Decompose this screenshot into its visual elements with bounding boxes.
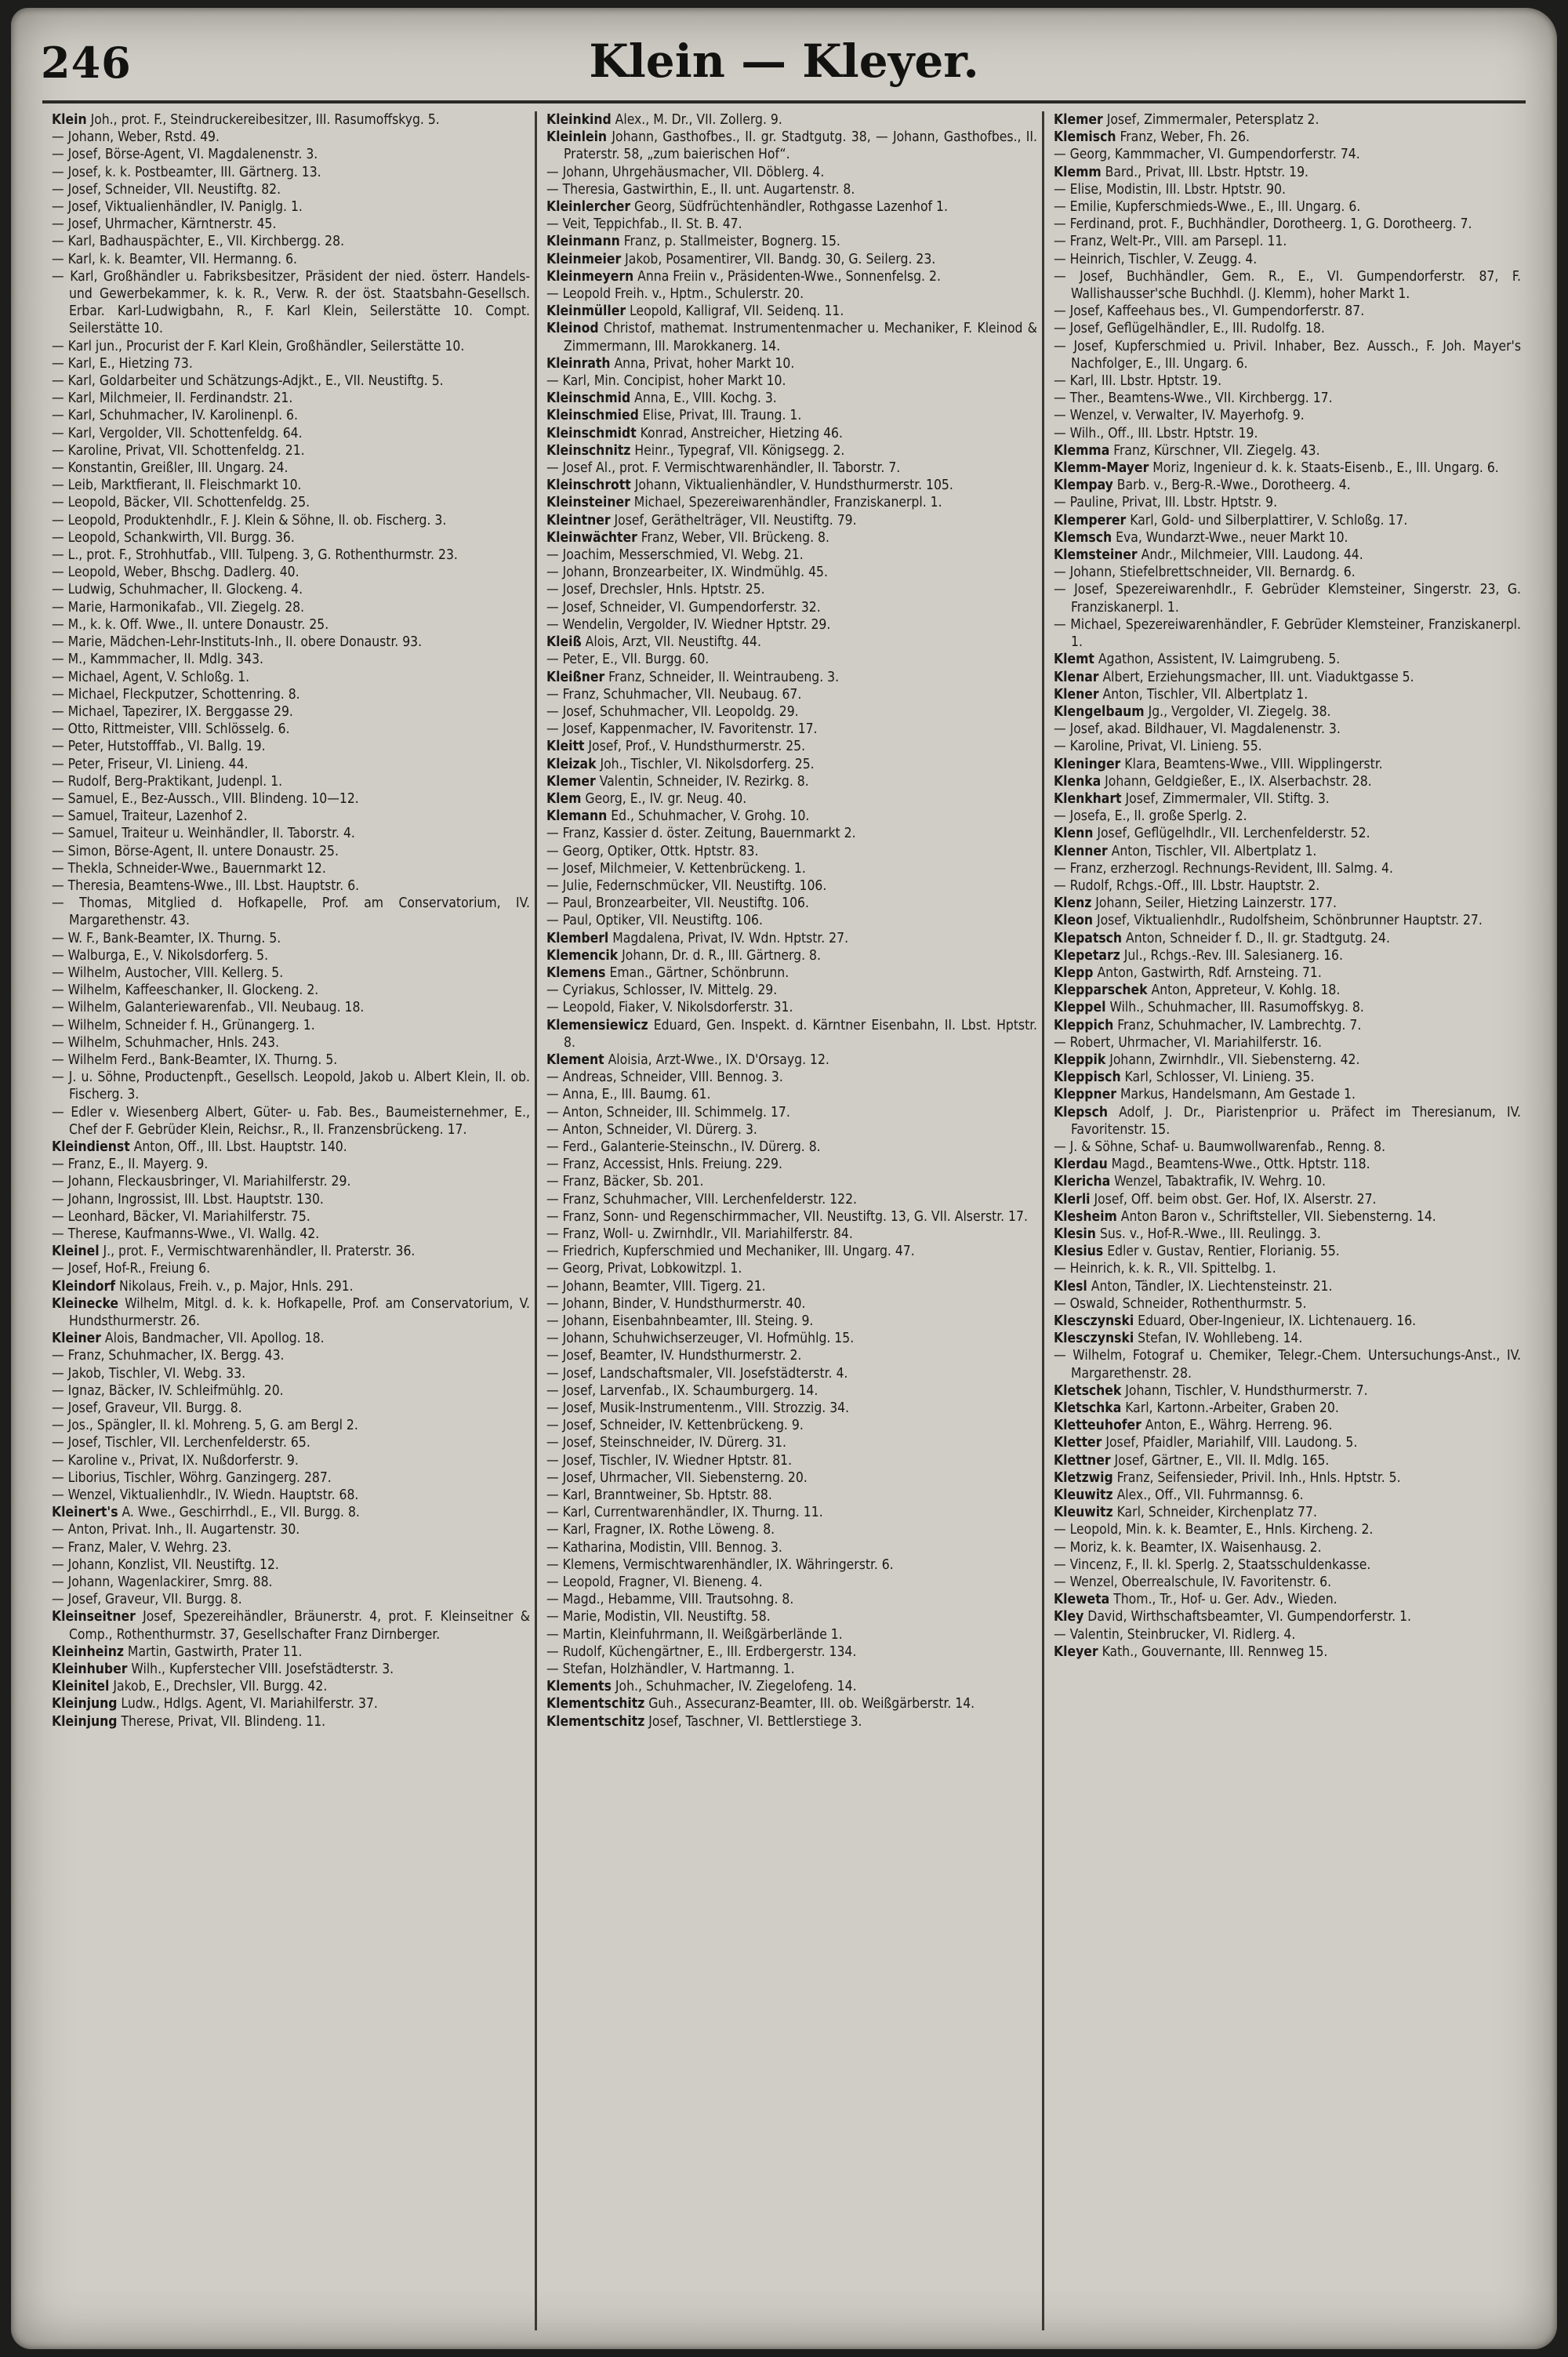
column-2 xyxy=(535,111,1044,2330)
directory-entry: — Johann, Ingrossist, III. Lbst. Hauptstr. 130. xyxy=(52,1191,324,1208)
directory-entry: — Franz, Schuhmacher, VIII. Lerchenfelderstr. 122. xyxy=(546,1191,858,1208)
directory-entry: Kleinel J., prot. F., Vermischtwarenhändler, II. Praterstr. 36. xyxy=(52,1244,416,1260)
directory-entry: Klements Joh., Schuhmacher, IV. Ziegelofeng. 14. xyxy=(546,1679,857,1695)
directory-entry: — Leib, Marktfierant, II. Fleischmarkt 10. xyxy=(52,478,302,494)
directory-entry: Kleindienst Anton, Off., III. Lbst. Hauptstr. 140. xyxy=(52,1139,347,1155)
directory-entry: — Josef, Schneider, VII. Neustiftg. 82. xyxy=(52,181,281,198)
directory-entry: — Josef, Tischler, VII. Lerchenfelderstr. 65. xyxy=(52,1435,310,1451)
directory-entry: — Michael, Agent, V. Schloßg. 1. xyxy=(52,669,250,685)
directory-entry: — Elise, Modistin, III. Lbstr. Hptstr. 90. xyxy=(1054,181,1286,198)
directory-entry: Kletteuhofer Anton, E., Währg. Herreng. 96. xyxy=(1054,1418,1333,1434)
directory-entry: — Franz, Maler, V. Wehrg. 23. xyxy=(52,1539,232,1556)
directory-entry: — Leopold Freih. v., Hptm., Schulerstr. 20. xyxy=(546,286,804,303)
columns xyxy=(42,111,1526,2330)
directory-entry: — Theresia, Beamtens-Wwe., III. Lbst. Hauptstr. 6. xyxy=(52,877,360,894)
directory-entry: Klerli Josef, Off. beim obst. Ger. Hof, IX. Alserstr. 27. xyxy=(1054,1191,1377,1208)
directory-entry: — Wenzel, Viktualienhdlr., IV. Wiedn. Hauptstr. 68. xyxy=(52,1487,359,1504)
directory-entry: — Karoline, Privat, VII. Schottenfeldg. 21. xyxy=(52,442,305,459)
directory-entry: — Franz, Bäcker, Sb. 201. xyxy=(546,1174,704,1190)
directory-entry: — Josef, Hof-R., Freiung 6. xyxy=(52,1261,211,1277)
directory-entry: — M., Kammmacher, II. Mdlg. 343. xyxy=(52,652,264,668)
directory-entry: Klepetarz Jul., Rchgs.-Rev. III. Salesianerg. 16. xyxy=(1054,947,1343,964)
directory-entry: — Oswald, Schneider, Rothenthurmstr. 5. xyxy=(1054,1295,1307,1312)
directory-entry: — Josef, Milchmeier, V. Kettenbrückeng. 1. xyxy=(546,860,806,877)
directory-entry: — Josef, Drechsler, Hnls. Hptstr. 25. xyxy=(546,582,765,598)
directory-entry: — Franz, Welt-Pr., VIII. am Parsepl. 11. xyxy=(1054,234,1287,250)
directory-entry: — Franz, Schuhmacher, VII. Neubaug. 67. xyxy=(546,686,802,703)
directory-entry: — Walburga, E., V. Nikolsdorferg. 5. xyxy=(52,947,269,964)
directory-entry: Klemisch Franz, Weber, Fh. 26. xyxy=(1054,129,1250,146)
directory-entry: Klenner Anton, Tischler, VII. Albertplatz 1. xyxy=(1054,843,1317,859)
directory-entry: Klemens Eman., Gärtner, Schönbrunn. xyxy=(546,964,789,981)
directory-entry: Klesius Edler v. Gustav, Rentier, Florianig. 55. xyxy=(1054,1244,1340,1260)
directory-entry: Klementschitz Guh., Assecuranz-Beamter, III. ob. Weißgärberstr. 14. xyxy=(546,1696,975,1712)
directory-entry: — Franz, Accessist, Hnls. Freiung. 229. xyxy=(546,1157,782,1173)
directory-entry: — Karl, Großhändler u. Fabriksbesitzer, Präsident der nied. österr. Handels- und Gewerbekammer, k. k. R., Verw. R. der öst. Staatsbahn-Gesellsch. Erbar. Karl-Ludwigbahn, R., F. Karl Klein, Seilerstätte 10. Compt. Seilerstätte 10. xyxy=(52,268,530,337)
directory-entry: — Josef, Schuhmacher, VII. Leopoldg. 29. xyxy=(546,703,799,720)
directory-entry: Klesin Sus. v., Hof-R.-Wwe., III. Reulingg. 3. xyxy=(1054,1226,1321,1242)
directory-entry: Klesl Anton, Tändler, IX. Liechtensteinstr. 21. xyxy=(1054,1278,1333,1295)
directory-entry: Kleinsteiner Michael, Spezereiwarenhändler, Franziskanerpl. 1. xyxy=(546,495,942,511)
directory-entry: Klenka Johann, Geldgießer, E., IX. Alserbachstr. 28. xyxy=(1054,773,1372,790)
directory-entry: — Martin, Kleinfuhrmann, II. Weißgärberlände 1. xyxy=(546,1626,843,1643)
directory-entry: — Peter, Friseur, VI. Linieng. 44. xyxy=(52,756,249,772)
directory-entry: — Anna, E., III. Baumg. 61. xyxy=(546,1087,711,1103)
directory-entry: Kleinlein Johann, Gasthofbes., II. gr. Stadtgutg. 38, — Johann, Gasthofbes., II. Praterstr. 58, „zum baierischen Hof“. xyxy=(546,129,1037,163)
directory-entry: Kleinecke Wilhelm, Mitgl. d. k. k. Hofkapelle, Prof. am Conservatorium, V. Hundsthurmerstr. 26. xyxy=(52,1295,530,1330)
directory-entry: Klenn Josef, Geflügelhdlr., VII. Lerchenfelderstr. 52. xyxy=(1054,826,1370,842)
column-3 xyxy=(1044,111,1526,2330)
directory-entry: — Valentin, Steinbrucker, VI. Ridlerg. 4. xyxy=(1054,1626,1296,1643)
directory-entry: — Josef, Larvenfab., IX. Schaumburgerg. 14. xyxy=(546,1382,818,1399)
directory-entry: — Julie, Federnschmücker, VII. Neustiftg. 106. xyxy=(546,877,827,894)
directory-entry: — Georg, Privat, Lobkowitzpl. 1. xyxy=(546,1261,742,1277)
directory-entry: Klementschitz Josef, Taschner, VI. Bettlerstiege 3. xyxy=(546,1713,862,1730)
directory-entry: — Edler v. Wiesenberg Albert, Güter- u. Fab. Bes., Baumeisternehmer, E., Chef der F. Gebrüder Klein, Reichsr., R., II. Franzensbrückeng. 17. xyxy=(52,1104,530,1138)
directory-entry: Kleinmeyern Anna Freiin v., Präsidenten-Wwe., Sonnenfelsg. 2. xyxy=(546,268,941,285)
directory-entry: — Franz, Sonn- und Regenschirmmacher, VII. Neustiftg. 13, G. VII. Alserstr. 17. xyxy=(546,1208,1028,1225)
directory-entry: — Rudolf, Küchengärtner, E., III. Erdbergerstr. 134. xyxy=(546,1643,857,1660)
directory-entry: — Marie, Harmonikafab., VII. Ziegelg. 28. xyxy=(52,599,305,616)
directory-entry: — Emilie, Kupferschmieds-Wwe., E., III. Ungarg. 6. xyxy=(1054,199,1361,216)
directory-entry: — Josef, Schneider, VI. Gumpendorferstr. 32. xyxy=(546,599,821,616)
directory-entry: — Liborius, Tischler, Wöhrg. Ganzingerg. 287. xyxy=(52,1469,332,1486)
directory-entry: Kleppich Franz, Schuhmacher, IV. Lambrechtg. 7. xyxy=(1054,1017,1362,1033)
directory-entry: — Johann, Schuhwichserzeuger, VI. Hofmühlg. 15. xyxy=(546,1331,855,1347)
directory-entry: Klemsch Eva, Wundarzt-Wwe., neuer Markt 10. xyxy=(1054,529,1348,546)
directory-entry: Kletter Josef, Pfaidler, Mariahilf, VIII. Laudong. 5. xyxy=(1054,1435,1358,1451)
directory-entry: Klesczynski Eduard, Ober-Ingenieur, IX. Lichtenauerg. 16. xyxy=(1054,1313,1417,1330)
directory-entry: Kleinmann Franz, p. Stallmeister, Bognerg. 15. xyxy=(546,234,840,250)
directory-entry: — Wilhelm, Schuhmacher, Hnls. 243. xyxy=(52,1034,280,1051)
directory-entry: Kleyer Kath., Gouvernante, III. Rennweg 15. xyxy=(1054,1643,1328,1660)
directory-entry: Klem Georg, E., IV. gr. Neug. 40. xyxy=(546,790,747,807)
directory-entry: — Karl, Min. Concipist, hoher Markt 10. xyxy=(546,373,786,390)
directory-entry: Klemencik Johann, Dr. d. R., III. Gärtnerg. 8. xyxy=(546,947,821,964)
directory-entry: — Marie, Mädchen-Lehr-Instituts-Inh., II. obere Donaustr. 93. xyxy=(52,634,423,651)
directory-entry: Kleintner Josef, Geräthelträger, VII. Neustiftg. 79. xyxy=(546,512,857,528)
directory-entry: Klemm-Mayer Moriz, Ingenieur d. k. k. Staats-Eisenb., E., III. Ungarg. 6. xyxy=(1054,460,1499,477)
directory-entry: — Ferdinand, prot. F., Buchhändler, Dorotheerg. 1, G. Dorotheerg. 7. xyxy=(1054,216,1472,233)
directory-entry: — Josef, Spezereiwarenhdlr., F. Gebrüder Klemsteiner, Singerstr. 23, G. Franziskanerpl. 1. xyxy=(1054,582,1521,616)
directory-entry: — Paul, Optiker, VII. Neustiftg. 106. xyxy=(546,913,763,929)
directory-entry: — Franz, Woll- u. Zwirnhdlr., VII. Mariahilferstr. 84. xyxy=(546,1226,853,1242)
directory-entry: — Leopold, Weber, Bhschg. Dadlerg. 40. xyxy=(52,565,299,581)
directory-entry: Klemer Valentin, Schneider, IV. Rezirkg. 8. xyxy=(546,773,809,790)
directory-entry: — Wilhelm, Galanteriewarenfab., VII. Neubaug. 18. xyxy=(52,1000,365,1016)
directory-entry: Kleinert's A. Wwe., Geschirrhdl., E., VII. Burgg. 8. xyxy=(52,1505,360,1521)
directory-entry: — Josef, Graveur, VII. Burgg. 8. xyxy=(52,1592,242,1608)
directory-entry: — Karl, III. Lbstr. Hptstr. 19. xyxy=(1054,373,1222,390)
directory-entry: — Karl, Schuhmacher, IV. Karolinenpl. 6. xyxy=(52,408,298,424)
directory-entry: — Franz, erzherzogl. Rechnungs-Revident, III. Salmg. 4. xyxy=(1054,860,1393,877)
directory-entry: — Josef, Viktualienhändler, IV. Paniglg. 1. xyxy=(52,199,303,216)
directory-entry: — Wilhelm, Fotograf u. Chemiker, Telegr.-Chem. Untersuchungs-Anst., IV. Margarethenstr. 28. xyxy=(1054,1348,1521,1382)
directory-entry: Kleuwitz Karl, Schneider, Kirchenplatz 77. xyxy=(1054,1505,1317,1521)
directory-entry: Kleiner Alois, Bandmacher, VII. Apollog. 18. xyxy=(52,1331,325,1347)
directory-entry: — Johann, Binder, V. Hundsthurmerstr. 40. xyxy=(546,1295,806,1312)
directory-entry: — Therese, Kaufmanns-Wwe., VI. Wallg. 42. xyxy=(52,1226,320,1242)
column-1 xyxy=(42,111,535,2330)
directory-entry: — Jakob, Tischler, VI. Webg. 33. xyxy=(52,1365,246,1382)
directory-entry: Klemann Ed., Schuhmacher, V. Grohg. 10. xyxy=(546,808,810,825)
directory-entry: — Karl, Fragner, IX. Rothe Löweng. 8. xyxy=(546,1522,775,1538)
directory-entry: — Karoline v., Privat, IX. Nußdorferstr. 9. xyxy=(52,1452,299,1469)
directory-entry: — Josef, Kappenmacher, IV. Favoritenstr. 17. xyxy=(546,721,818,738)
directory-entry: — Wendelin, Vergolder, IV. Wiedner Hptstr. 29. xyxy=(546,616,831,633)
directory-entry: — Josef, Buchhändler, Gem. R., E., VI. Gumpendorferstr. 87, F. Wallishausser'sche Buchhdl. (J. Klemm), hoher Markt 1. xyxy=(1054,268,1521,303)
directory-entry: Klein Joh., prot. F., Steindruckereibesitzer, III. Rasumoffskyg. 5. xyxy=(52,112,440,128)
directory-entry: Kleppel Wilh., Schuhmacher, III. Rasumoffskyg. 8. xyxy=(1054,1000,1364,1016)
directory-entry: — Georg, Kammmacher, VI. Gumpendorferstr. 74. xyxy=(1054,147,1360,163)
directory-entry: — Josef, Kaffeehaus bes., VI. Gumpendorferstr. 87. xyxy=(1054,303,1365,320)
directory-entry: — Peter, E., VII. Burgg. 60. xyxy=(546,652,710,668)
directory-entry: Kleinschmied Elise, Privat, III. Traung. 1. xyxy=(546,408,802,424)
directory-entry: Kleinjung Therese, Privat, VII. Blindeng. 11. xyxy=(52,1713,326,1730)
directory-entry: — Karl jun., Procurist der F. Karl Klein, Großhändler, Seilerstätte 10. xyxy=(52,338,465,354)
directory-entry: — Karl, Milchmeier, II. Ferdinandstr. 21. xyxy=(52,390,293,407)
directory-entry: — Vincenz, F., II. kl. Sperlg. 2, Staatsschuldenkasse. xyxy=(1054,1556,1371,1573)
directory-entry: Kleuwitz Alex., Off., VII. Fuhrmannsg. 6. xyxy=(1054,1487,1304,1504)
directory-entry: Kletschka Karl, Kartonn.-Arbeiter, Graben 20. xyxy=(1054,1400,1339,1417)
directory-entry: — Jos., Spängler, II. kl. Mohreng. 5, G. am Bergl 2. xyxy=(52,1418,358,1434)
directory-entry: Klemensiewicz Eduard, Gen. Inspekt. d. Kärntner Eisenbahn, II. Lbst. Hptstr. 8. xyxy=(546,1017,1037,1051)
directory-entry: Klepsch Adolf, J. Dr., Piaristenprior u. Präfect im Theresianum, IV. Favoritenstr. 15. xyxy=(1054,1104,1521,1138)
directory-entry: — Samuel, E., Bez-Aussch., VIII. Blindeng. 10—12. xyxy=(52,790,359,807)
directory-entry: — Wilhelm, Kaffeeschanker, II. Glockeng. 2. xyxy=(52,982,319,999)
directory-entry: Klemma Franz, Kürschner, VII. Ziegelg. 43. xyxy=(1054,442,1320,459)
directory-entry: Klepatsch Anton, Schneider f. D., II. gr. Stadtgutg. 24. xyxy=(1054,930,1390,946)
directory-page xyxy=(11,8,1557,2349)
directory-entry: Kley David, Wirthschaftsbeamter, VI. Gumpendorferstr. 1. xyxy=(1054,1609,1412,1625)
directory-entry: Kleppner Markus, Handelsmann, Am Gestade 1. xyxy=(1054,1087,1356,1103)
directory-entry: — Marie, Modistin, VII. Neustiftg. 58. xyxy=(546,1609,771,1625)
directory-entry: — Michael, Spezereiwarenhändler, F. Gebrüder Klemsteiner, Franziskanerpl. 1. xyxy=(1054,616,1521,651)
directory-entry: — Leopold, Bäcker, VII. Schottenfeldg. 25. xyxy=(52,495,310,511)
directory-entry: — Rudolf, Berg-Praktikant, Judenpl. 1. xyxy=(52,773,283,790)
directory-entry: — Joachim, Messerschmied, VI. Webg. 21. xyxy=(546,547,804,564)
directory-entry: — W. F., Bank-Beamter, IX. Thurng. 5. xyxy=(52,930,281,946)
directory-entry: — Johann, Weber, Rstd. 49. xyxy=(52,129,220,146)
directory-entry: Kleninger Klara, Beamtens-Wwe., VIII. Wipplingerstr. xyxy=(1054,756,1383,772)
directory-entry: Klempay Barb. v., Berg-R.-Wwe., Dorotheerg. 4. xyxy=(1054,478,1351,494)
directory-entry: — Georg, Optiker, Ottk. Hptstr. 83. xyxy=(546,843,759,859)
directory-entry: — Josef, Kupferschmied u. Privil. Inhaber, Bez. Aussch., F. Joh. Mayer's Nachfolger, E., III. Ungarg. 6. xyxy=(1054,338,1521,372)
directory-entry: Kletzwig Franz, Seifensieder, Privil. Inh., Hnls. Hptstr. 5. xyxy=(1054,1469,1401,1486)
directory-entry: — Josef, Börse-Agent, VI. Magdalenenstr. 3. xyxy=(52,147,318,163)
directory-entry: — Wenzel, v. Verwalter, IV. Mayerhofg. 9. xyxy=(1054,408,1305,424)
directory-entry: — Wilh., Off., III. Lbstr. Hptstr. 19. xyxy=(1054,425,1258,441)
directory-entry: — Veit, Teppichfab., II. St. B. 47. xyxy=(546,216,742,233)
directory-entry: — Karl, k. k. Beamter, VII. Hermanng. 6. xyxy=(52,251,298,267)
directory-entry: — Peter, Hutstofffab., VI. Ballg. 19. xyxy=(52,739,266,755)
directory-entry: Kletschek Johann, Tischler, V. Hundsthurmerstr. 7. xyxy=(1054,1382,1368,1399)
directory-entry: — Anton, Privat. Inh., II. Augartenstr. 30. xyxy=(52,1522,300,1538)
directory-entry: — Paul, Bronzearbeiter, VII. Neustiftg. 106. xyxy=(546,895,809,912)
directory-entry: Kleindorf Nikolaus, Freih. v., p. Major, Hnls. 291. xyxy=(52,1278,354,1295)
directory-entry: Klerdau Magd., Beamtens-Wwe., Ottk. Hptstr. 118. xyxy=(1054,1157,1370,1173)
directory-entry: Klepparschek Anton, Appreteur, V. Kohlg. 18. xyxy=(1054,982,1341,999)
directory-entry: Klesczynski Stefan, IV. Wohllebeng. 14. xyxy=(1054,1331,1303,1347)
directory-entry: — Karl, Goldarbeiter und Schätzungs-Adjkt., E., VII. Neustiftg. 5. xyxy=(52,373,444,390)
directory-entry: — Magd., Hebamme, VIII. Trautsohng. 8. xyxy=(546,1592,794,1608)
directory-entry: — Karl, Currentwarenhändler, IX. Thurng. 11. xyxy=(546,1505,823,1521)
directory-entry: — Stefan, Holzhändler, V. Hartmanng. 1. xyxy=(546,1662,795,1678)
directory-entry: — Wilhelm, Schneider f. H., Grünangerg. 1. xyxy=(52,1017,315,1033)
directory-entry: — Josef, Graveur, VII. Burgg. 8. xyxy=(52,1400,242,1417)
directory-entry: — Rudolf, Rchgs.-Off., III. Lbstr. Hauptstr. 2. xyxy=(1054,877,1320,894)
directory-entry: — Leopold, Fragner, VI. Bieneng. 4. xyxy=(546,1574,763,1591)
directory-entry: — Karl, Badhauspächter, E., VII. Kirchbergg. 28. xyxy=(52,234,345,250)
directory-entry: — Thomas, Mitglied d. Hofkapelle, Prof. am Conservatorium, IV. Margarethenstr. 43. xyxy=(52,895,530,929)
directory-entry: Klengelbaum Jg., Vergolder, VI. Ziegelg. 38. xyxy=(1054,703,1331,720)
directory-entry: — L., prot. F., Strohhutfab., VIII. Tulpeng. 3, G. Rothenthurmstr. 23. xyxy=(52,547,458,564)
directory-entry: Kleinmeier Jakob, Posamentirer, VII. Bandg. 30, G. Seilerg. 23. xyxy=(546,251,936,267)
directory-entry: — Karl, Vergolder, VII. Schottenfeldg. 64. xyxy=(52,425,303,441)
directory-entry: — Ludwig, Schuhmacher, II. Glockeng. 4. xyxy=(52,582,303,598)
directory-entry: Kleinmüller Leopold, Kalligraf, VII. Seidenq. 11. xyxy=(546,303,844,320)
directory-entry: — Theresia, Gastwirthin, E., II. unt. Augartenstr. 8. xyxy=(546,181,855,198)
directory-entry: — Karl, E., Hietzing 73. xyxy=(52,355,193,372)
directory-entry: — Leonhard, Bäcker, VI. Mariahilferstr. 75. xyxy=(52,1208,310,1225)
directory-entry: Kleißner Franz, Schneider, II. Weintraubeng. 3. xyxy=(546,669,840,685)
directory-entry: Klemer Josef, Zimmermaler, Petersplatz 2. xyxy=(1054,112,1319,128)
directory-entry: — Leopold, Fiaker, V. Nikolsdorferstr. 31. xyxy=(546,1000,793,1016)
directory-entry: Klemt Agathon, Assistent, IV. Laimgrubeng. 5. xyxy=(1054,652,1341,668)
directory-entry: Klericha Wenzel, Tabaktrafik, IV. Wehrg. 10. xyxy=(1054,1174,1326,1190)
directory-entry: Kleinschmidt Konrad, Anstreicher, Hietzing 46. xyxy=(546,425,843,441)
directory-entry: — Moriz, k. k. Beamter, IX. Waisenhausg. 2. xyxy=(1054,1539,1322,1556)
directory-entry: — Anton, Schneider, VI. Dürerg. 3. xyxy=(546,1121,757,1138)
directory-entry: — Wenzel, Oberrealschule, IV. Favoritenstr. 6. xyxy=(1054,1574,1332,1591)
directory-entry: — Heinrich, Tischler, V. Zeugg. 4. xyxy=(1054,251,1258,267)
directory-entry: Kleinwächter Franz, Weber, VII. Brückeng. 8. xyxy=(546,529,829,546)
directory-entry: — Josef Al., prot. F. Vermischtwarenhändler, II. Taborstr. 7. xyxy=(546,460,901,477)
directory-entry: — J. u. Söhne, Productenpft., Gesellsch. Leopold, Jakob u. Albert Klein, II. ob. Fischerg. 3. xyxy=(52,1070,530,1103)
directory-entry: Kleizak Joh., Tischler, VI. Nikolsdorferg. 25. xyxy=(546,756,815,772)
directory-entry: Kleinlercher Georg, Südfrüchtenhändler, Rothgasse Lazenhof 1. xyxy=(546,199,948,216)
directory-entry: — Michael, Tapezirer, IX. Berggasse 29. xyxy=(52,703,293,720)
directory-entry: — Josef, Uhrmacher, VII. Siebensterng. 20. xyxy=(546,1469,808,1486)
directory-entry: Klesheim Anton Baron v., Schriftsteller, VII. Siebensterng. 14. xyxy=(1054,1208,1436,1225)
directory-entry: Kleinrath Anna, Privat, hoher Markt 10. xyxy=(546,355,795,372)
directory-entry: Kleinkind Alex., M. Dr., VII. Zollerg. 9. xyxy=(546,112,782,128)
directory-entry: — Johann, Wagenlackirer, Smrg. 88. xyxy=(52,1574,273,1591)
directory-entry: — Josefa, E., II. große Sperlg. 2. xyxy=(1054,808,1247,825)
directory-entry: — Simon, Börse-Agent, II. untere Donaustr. 25. xyxy=(52,843,339,859)
directory-entry: — Johann, Eisenbahnbeamter, III. Steing. 9. xyxy=(546,1313,814,1330)
directory-entry: — Josef, Musik-Instrumentenm., VIII. Strozzig. 34. xyxy=(546,1400,850,1417)
directory-entry: Klenkhart Josef, Zimmermaler, VII. Stiftg. 3. xyxy=(1054,790,1330,807)
directory-entry: Kleinjung Ludw., Hdlgs. Agent, VI. Mariahilferstr. 37. xyxy=(52,1696,378,1712)
directory-entry: Kleppisch Karl, Schlosser, VI. Linieng. 35. xyxy=(1054,1070,1315,1086)
directory-entry: — M., k. k. Off. Wwe., II. untere Donaustr. 25. xyxy=(52,616,329,633)
directory-entry: Kleinod Christof, mathemat. Instrumentenmacher u. Mechaniker, F. Kleinod & Zimmermann, III. Marokkanerg. 14. xyxy=(546,321,1037,354)
directory-entry: — Robert, Uhrmacher, VI. Mariahilferstr. 16. xyxy=(1054,1034,1322,1051)
directory-entry: — Michael, Fleckputzer, Schottenring. 8. xyxy=(52,686,300,703)
directory-entry: — Franz, E., II. Mayerg. 9. xyxy=(52,1157,209,1173)
directory-entry: — Franz, Schuhmacher, IX. Bergg. 43. xyxy=(52,1348,285,1364)
directory-entry: Kleitt Josef, Prof., V. Hundsthurmerstr. 25. xyxy=(546,739,806,755)
directory-entry: — Johann, Konzlist, VII. Neustiftg. 12. xyxy=(52,1556,279,1573)
directory-entry: Klemm Bard., Privat, III. Lbstr. Hptstr. 19. xyxy=(1054,164,1308,180)
directory-entry: — Josef, Tischler, IV. Wiedner Hptstr. 81. xyxy=(546,1452,793,1469)
directory-entry: Klettner Josef, Gärtner, E., VII. II. Mdlg. 165. xyxy=(1054,1452,1330,1469)
directory-entry: Kleweta Thom., Tr., Hof- u. Ger. Adv., Wieden. xyxy=(1054,1592,1338,1608)
directory-entry: Klemsteiner Andr., Milchmeier, VIII. Laudong. 44. xyxy=(1054,547,1363,564)
directory-entry: — Samuel, Traiteur, Lazenhof 2. xyxy=(52,808,248,825)
directory-entry: — Pauline, Privat, III. Lbstr. Hptstr. 9. xyxy=(1054,495,1278,511)
directory-entry: Klement Aloisia, Arzt-Wwe., IX. D'Orsayg. 12. xyxy=(546,1051,829,1068)
directory-entry: Klemberl Magdalena, Privat, IV. Wdn. Hptstr. 27. xyxy=(546,930,849,946)
directory-entry: — Karoline, Privat, VI. Linieng. 55. xyxy=(1054,739,1262,755)
directory-entry: — Konstantin, Greißler, III. Ungarg. 24. xyxy=(52,460,289,477)
directory-entry: — Thekla, Schneider-Wwe., Bauernmarkt 12. xyxy=(52,860,326,877)
directory-entry: Kleinhuber Wilh., Kupferstecher VIII. Josefstädterstr. 3. xyxy=(52,1662,394,1678)
directory-entry: — Samuel, Traiteur u. Weinhändler, II. Taborstr. 4. xyxy=(52,826,355,842)
directory-entry: — Andreas, Schneider, VIII. Bennog. 3. xyxy=(546,1070,783,1086)
directory-entry: Klener Anton, Tischler, VII. Albertplatz 1. xyxy=(1054,686,1308,703)
directory-entry: — Johann, Bronzearbeiter, IX. Windmühlg. 45. xyxy=(546,565,828,581)
directory-entry: Kleppik Johann, Zwirnhdlr., VII. Siebensterng. 42. xyxy=(1054,1051,1360,1068)
directory-entry: Kleon Josef, Viktualienhdlr., Rudolfsheim, Schönbrunner Hauptstr. 27. xyxy=(1054,913,1483,929)
directory-entry: — Josef, Steinschneider, IV. Dürerg. 31. xyxy=(546,1435,786,1451)
directory-entry: — Johann, Uhrgehäusmacher, VII. Döblerg. 4. xyxy=(546,164,825,180)
directory-entry: Kleinseitner Josef, Spezereihändler, Bräunerstr. 4, prot. F. Kleinseitner & Comp., Rothenthurmstr. 37, Gesellschafter Franz Dirnberger. xyxy=(52,1609,530,1643)
directory-entry: — Johann, Beamter, VIII. Tigerg. 21. xyxy=(546,1278,766,1295)
directory-entry: Klepp Anton, Gastwirth, Rdf. Arnsteing. 71. xyxy=(1054,964,1322,981)
directory-entry: — Johann, Fleckausbringer, VI. Mariahilferstr. 29. xyxy=(52,1174,351,1190)
directory-entry: Kleinheinz Martin, Gastwirth, Prater 11. xyxy=(52,1643,303,1660)
directory-entry: — Wilhelm, Austocher, VIII. Kellerg. 5. xyxy=(52,964,284,981)
directory-entry: — Klemens, Vermischtwarenhändler, IX. Währingerstr. 6. xyxy=(546,1556,894,1573)
directory-entry: — Wilhelm Ferd., Bank-Beamter, IX. Thurng. 5. xyxy=(52,1051,338,1068)
directory-entry: — Katharina, Modistin, VIII. Bennog. 3. xyxy=(546,1539,782,1556)
directory-entry: — Leopold, Schankwirth, VII. Burgg. 36. xyxy=(52,529,295,546)
directory-entry: Kleinschrott Johann, Viktualienhändler, V. Hundsthurmerstr. 105. xyxy=(546,478,953,494)
directory-entry: — Josef, Beamter, IV. Hundsthurmerstr. 2. xyxy=(546,1348,802,1364)
directory-entry: — Heinrich, k. k. R., VII. Spittelbg. 1. xyxy=(1054,1261,1276,1277)
directory-entry: Klenz Johann, Seiler, Hietzing Lainzerstr. 177. xyxy=(1054,895,1337,912)
directory-entry: — Josef, Schneider, IV. Kettenbrückeng. 9. xyxy=(546,1418,804,1434)
header-rule xyxy=(42,100,1526,104)
directory-entry: — Cyriakus, Schlosser, IV. Mittelg. 29. xyxy=(546,982,778,999)
directory-entry: — Ther., Beamtens-Wwe., VII. Kirchbergg. 17. xyxy=(1054,390,1333,407)
directory-entry: Kleiß Alois, Arzt, VII. Neustiftg. 44. xyxy=(546,634,761,651)
directory-entry: — Anton, Schneider, III. Schimmelg. 17. xyxy=(546,1104,790,1120)
directory-entry: — Ignaz, Bäcker, IV. Schleifmühlg. 20. xyxy=(52,1382,284,1399)
directory-entry: Klemperer Karl, Gold- und Silberplattirer, V. Schloßg. 17. xyxy=(1054,512,1408,528)
directory-entry: — Friedrich, Kupferschmied und Mechaniker, III. Ungarg. 47. xyxy=(546,1244,915,1260)
directory-entry: — Josef, k. k. Postbeamter, III. Gärtnerg. 13. xyxy=(52,164,321,180)
directory-entry: Klenar Albert, Erziehungsmacher, III. unt. Viaduktgasse 5. xyxy=(1054,669,1414,685)
directory-entry: Kleinschmid Anna, E., VIII. Kochg. 3. xyxy=(546,390,777,407)
directory-entry: — Josef, akad. Bildhauer, VI. Magdalenenstr. 3. xyxy=(1054,721,1341,738)
directory-entry: — Johann, Stiefelbrettschneider, VII. Bernardg. 6. xyxy=(1054,565,1356,581)
directory-entry: Kleinschnitz Heinr., Typegraf, VII. Königsegg. 2. xyxy=(546,442,845,459)
directory-entry: — Josef, Uhrmacher, Kärntnerstr. 45. xyxy=(52,216,277,233)
directory-entry: — J. & Söhne, Schaf- u. Baumwollwarenfab., Renng. 8. xyxy=(1054,1139,1386,1155)
directory-entry: — Karl, Branntweiner, Sb. Hptstr. 88. xyxy=(546,1487,772,1504)
running-head: Klein — Kleyer. xyxy=(589,35,979,88)
directory-entry: — Leopold, Min. k. k. Beamter, E., Hnls. Kircheng. 2. xyxy=(1054,1522,1374,1538)
directory-entry: — Ferd., Galanterie-Steinschn., IV. Dürerg. 8. xyxy=(546,1139,821,1155)
directory-entry: — Josef, Geflügelhändler, E., III. Rudolfg. 18. xyxy=(1054,321,1325,337)
page-number: 246 xyxy=(41,38,132,88)
directory-entry: — Franz, Kassier d. öster. Zeitung, Bauernmarkt 2. xyxy=(546,826,856,842)
directory-entry: — Josef, Landschaftsmaler, VII. Josefstädterstr. 4. xyxy=(546,1365,848,1382)
directory-entry: — Leopold, Produktenhdlr., F. J. Klein & Söhne, II. ob. Fischerg. 3. xyxy=(52,512,447,528)
directory-entry: — Otto, Rittmeister, VIII. Schlösselg. 6. xyxy=(52,721,290,738)
directory-entry: Kleinitel Jakob, E., Drechsler, VII. Burgg. 42. xyxy=(52,1679,328,1695)
